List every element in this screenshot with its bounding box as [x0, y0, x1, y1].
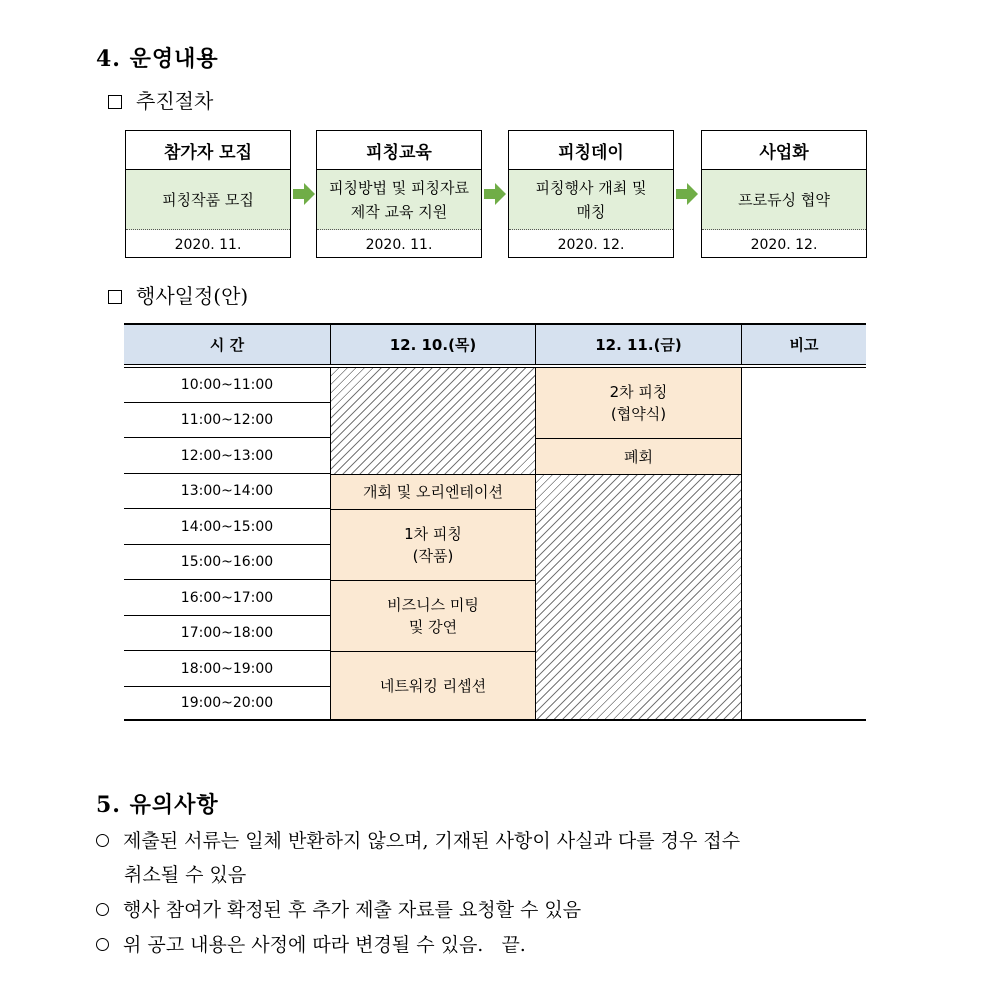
sub-heading-schedule	[108, 280, 248, 309]
process-step-header: 사업화	[702, 131, 866, 170]
note-column-empty	[741, 367, 866, 721]
square-bullet-icon	[108, 95, 122, 109]
header-time: 시 간	[124, 323, 330, 365]
note-text: 제출된 서류는 일체 반환하지 않으며, 기재된 사항이 사실과 다를 경우 접수	[123, 830, 741, 852]
header-note: 비고	[741, 323, 866, 365]
note-item-3	[96, 932, 526, 958]
circle-bullet-icon	[96, 938, 109, 951]
sub-heading-procedure	[108, 85, 213, 114]
note-item-1-continued: 취소될 수 있음	[124, 864, 247, 886]
day2-pitching-2: 2차 피칭 (협약식)	[535, 367, 742, 439]
header-day1: 12. 10.(목)	[330, 323, 535, 365]
process-step-date: 2020. 11.	[174, 236, 242, 253]
schedule-table	[124, 323, 866, 721]
time-cell: 18:00~19:00	[124, 651, 330, 687]
note-text: 위 공고 내용은 사정에 따라 변경될 수 있음. 끝.	[123, 934, 526, 956]
process-step-body: 프로듀싱 협약	[702, 170, 866, 230]
time-cell: 12:00~13:00	[124, 438, 330, 474]
day1-business-meeting: 비즈니스 미팅 및 강연	[330, 580, 536, 652]
note-item-1	[96, 828, 740, 854]
time-cell: 15:00~16:00	[124, 545, 330, 580]
process-step-header: 피칭데이	[509, 131, 673, 170]
process-step-2	[316, 130, 482, 258]
day2-closing: 폐회	[535, 438, 742, 475]
day1-pitching-1: 1차 피칭 (작품)	[330, 509, 536, 581]
time-cell: 13:00~14:00	[124, 474, 330, 509]
process-step-date: 2020. 12.	[557, 236, 625, 253]
process-step-1	[125, 130, 291, 258]
process-step-body: 피칭방법 및 피칭자료 제작 교육 지원	[317, 170, 481, 230]
time-cell: 14:00~15:00	[124, 509, 330, 545]
note-text: 행사 참여가 확정된 후 추가 제출 자료를 요청할 수 있음	[123, 899, 582, 921]
square-bullet-icon	[108, 290, 122, 304]
day1-opening: 개회 및 오리엔테이션	[330, 474, 536, 510]
process-step-4	[701, 130, 867, 258]
section4-title: 4. 운영내용	[96, 46, 219, 72]
day2-empty-hatched	[535, 474, 742, 721]
time-cell: 11:00~12:00	[124, 403, 330, 438]
note-item-2	[96, 897, 581, 923]
process-step-header: 피칭교육	[317, 131, 481, 170]
day1-networking: 네트워킹 리셉션	[330, 651, 536, 721]
day1-empty-hatched	[330, 367, 536, 475]
circle-bullet-icon	[96, 834, 109, 847]
sub-heading-procedure-text: 추진절차	[136, 89, 214, 113]
header-day2: 12. 11.(금)	[535, 323, 741, 365]
circle-bullet-icon	[96, 903, 109, 916]
time-cell: 19:00~20:00	[124, 687, 330, 721]
sub-heading-schedule-text: 행사일정(안)	[136, 284, 249, 308]
process-step-body: 피칭작품 모집	[126, 170, 290, 230]
time-cell: 17:00~18:00	[124, 616, 330, 651]
time-cell: 16:00~17:00	[124, 580, 330, 616]
process-step-body: 피칭행사 개최 및 매칭	[509, 170, 673, 230]
process-step-header: 참가자 모집	[126, 131, 290, 170]
section5-title: 5. 유의사항	[96, 792, 219, 818]
time-cell: 10:00~11:00	[124, 368, 330, 403]
process-step-3	[508, 130, 674, 258]
process-step-date: 2020. 11.	[365, 236, 433, 253]
process-step-date: 2020. 12.	[750, 236, 818, 253]
